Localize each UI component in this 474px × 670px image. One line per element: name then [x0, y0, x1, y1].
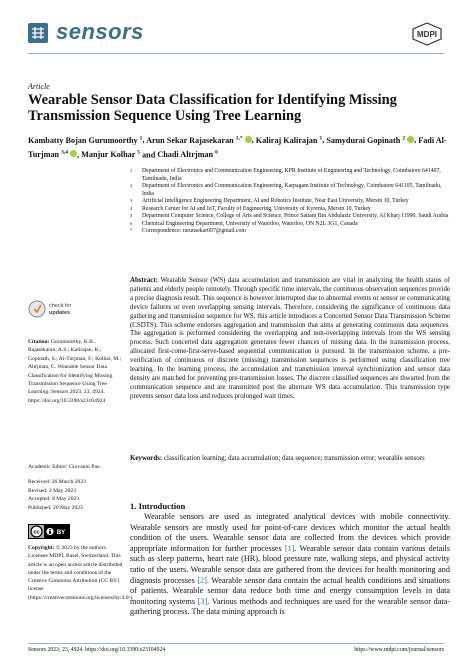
- author-affiliation-marker: 2: [402, 135, 406, 141]
- keywords-label: Keywords:: [130, 455, 163, 462]
- author-affiliation-marker: 1: [139, 135, 143, 141]
- date-revised: Revised: 2 May 2023: [28, 487, 77, 494]
- cc-text: cc: [33, 529, 40, 536]
- affiliation-number: *: [130, 228, 133, 233]
- orcid-icon[interactable]: [407, 136, 414, 143]
- by-text: BY: [56, 530, 66, 536]
- author[interactable]: Kambatty Bojan Gurumoorthy $^1$: [28, 135, 143, 145]
- affiliation-item: [130, 206, 450, 214]
- check-updates-line2: updates: [49, 310, 71, 316]
- affiliation-text: Research Center for AI and IoT, Faculty of Engineering, University of Kyrenia, Mersin 10, Turkey: [142, 205, 371, 212]
- affiliation-text: Department Computer Science, College of Arts and Science, Prince Sattam Bin Abdulaziz University, Al Kharj 11990, Saudi Arabia: [142, 213, 449, 219]
- date-accepted: Accepted: 8 May 2023: [28, 496, 80, 503]
- abstract: [130, 277, 450, 402]
- affiliation-item: [130, 221, 450, 229]
- citation-link[interactable]: [1]: [284, 543, 295, 553]
- mdpi-logo[interactable]: [410, 22, 444, 51]
- affiliation-number: 3: [130, 198, 133, 203]
- citation-label: Citation:: [28, 339, 50, 345]
- affiliation-item: [130, 228, 450, 236]
- author[interactable]: Arun Sekar Rajasekaran $^{1,*}$: [146, 136, 252, 145]
- check-for-updates-button[interactable]: [28, 295, 78, 325]
- affiliation-number: 4: [130, 205, 133, 211]
- copyright-label: Copyright:: [28, 545, 55, 551]
- author-affiliation-marker: 5: [137, 149, 141, 156]
- journal-name[interactable]: sensors: [56, 19, 144, 44]
- publisher-name: MDPI: [417, 30, 437, 39]
- citation-text[interactable]: Gurumoorthy, K.B.; Rajasekaran, A.S.; Kalirajan, K.; Gopinath, S.; Al-Turjman, F.; Kolhar, M.; Altrjman, C. Wearable Sensor Data Classification for Identifying Missing Transmission Sequence Using Tree Learning. Sensors 2023, 23, 4924. https://doi.org/10.3390/s23104924: [28, 339, 122, 404]
- citation: [28, 338, 124, 405]
- date-received: Received: 26 March 2023: [28, 479, 86, 485]
- article-type: Article: [28, 82, 50, 91]
- affiliation-text: Department of Electronics and Communication Engineering, Karpagam Institute of Technology, Coimbatore 641105, Tamilnadu, India: [142, 183, 442, 197]
- author-affiliation-marker: 1,*: [235, 135, 243, 141]
- citation-link[interactable]: [2]: [197, 575, 207, 585]
- citation-link[interactable]: [3]: [197, 596, 208, 606]
- affiliation-item: [130, 213, 450, 221]
- copyright-text: © 2023 by the authors. Licensee MDPI, Basel, Switzerland. This article is an open access article distributed under the terms and conditions of the Creative Commons Attribution (CC BY) license (https://creativecommons.org/licenses/by/4.0/).: [28, 545, 134, 601]
- author[interactable]: Samydurai Gopinath $^2$: [326, 136, 414, 145]
- publication-dates: [28, 478, 124, 512]
- intro-paragraph: [130, 512, 450, 618]
- affiliation-item: [130, 198, 450, 206]
- abstract-text: Wearable Sensor (WS) data accumulation and transmission are vital in analyzing the health status of patients and elderly people remotely. Through specific time intervals, the continuous observation sequences provide a precise diagnosis result. This sequence is however interrupted due to abnormal events or sensor or communicating device failures or even overlapping sensing intervals. Therefore, considering the significance of continuous data gathering and transmission sequence for WS, this article introduces a Concerted Sensor Data Transmission Scheme (CSDTS). This scheme endorses aggregation and transmission that aims at generating continuous data sequences. The aggregation is performed considering the overlapping and non-overlapping intervals from the WS sensing process. Such concerted data aggregation generates fewer chances of missing data. In the transmission process, allocated first-come-first-serve-based sequential communication is pursued. In the transmission scheme, a pre-verification of continuous or discrete (missing) transmission sequences is performed using classification tree learning. In the learning process, the accumulation and transmission interval synchronization and sensor data density are matched for preventing pre-transmission losses. The discrete classified sequences are thwarted from the communication sequence and are transmitted post the alternate WS data accumulation. This transmission type prevents sensor data loss and reduces prolonged wait times.: [130, 277, 451, 400]
- footer-divider: [28, 643, 444, 644]
- affiliation-text: Chemical Engineering Department, University of Waterloo, Waterloo, ON N2L 3G1, Canada: [142, 220, 358, 227]
- author-affiliation-marker: 1: [319, 135, 323, 141]
- author[interactable]: Chadi Altrjman $^6$: [157, 149, 218, 160]
- intro-text: . Wearable sensor data contain various details such as sleep patterns, heart rate (HR), blood pressure rate, walking steps, and physical activity ratio of the users. Wearable sensor data are gathered from the devices for health monitoring and diagnosis processes: [130, 543, 450, 585]
- affiliation-number: 6: [130, 220, 133, 226]
- author[interactable]: Fadi Al-Turjman $^{3,4}$: [28, 135, 447, 160]
- author[interactable]: Kaliraj Kalirajan $^1$: [255, 135, 323, 145]
- orcid-icon[interactable]: [245, 136, 252, 143]
- affiliation-text: Correspondence: rarunsekar007@gmail.com: [142, 228, 246, 234]
- intro-text: Wearable sensors are used as integrated analytical devices with mobile connectivity. Wearable sensors are mostly used for point-of-care devices which monitor the actual health condition of the users. Wearable sensor data are collected from the devices which provide appropriate information for further processes: [130, 512, 450, 553]
- affiliation-item: [130, 183, 450, 198]
- footer-citation[interactable]: Sensors 2023, 23, 4924. https://doi.org/10.3390/s23104924: [28, 647, 166, 653]
- keywords: [130, 455, 450, 464]
- academic-editor: Academic Editor: Giovanni Pau: [28, 464, 100, 470]
- cc-by-license-icon[interactable]: [28, 524, 70, 544]
- affiliation-text: Department of Electronics and Communication Engineering, KPR Institute of Engineering and Technology, Coimbatore 641407, Tamilnadu, India: [142, 168, 441, 182]
- affiliation-number: 1: [130, 168, 133, 173]
- intro-text: . Wearable sensor data contain the actual health conditions and situations of patients. Wearable sensor data reduce both time and energy consumption levels in data monitoring systems: [130, 575, 450, 606]
- header-divider: [28, 53, 444, 54]
- journal-logo-icon: [28, 23, 48, 43]
- author[interactable]: Manjur Kolhar $^5$: [81, 149, 141, 160]
- section-heading: 1. Introduction: [130, 501, 186, 511]
- check-updates-line1: check for: [49, 303, 72, 309]
- affiliation-number: 5: [130, 213, 133, 218]
- affiliations: [130, 168, 450, 236]
- article-title: Wearable Sensor Data Classification for Identifying Missing Transmission Sequence Using Tree Learning: [28, 92, 397, 124]
- abstract-label: Abstract:: [130, 277, 158, 284]
- affiliation-text: Artificial Intelligence Engineering Department, AI and Robotics Institute, Near East University, Mersin 10, Turkey: [142, 198, 409, 204]
- keywords-text: classification learning; data accumulation; data sequence; transmission error; wearable sensors: [163, 455, 425, 462]
- author-affiliation-marker: 3,4: [61, 149, 69, 156]
- copyright-notice: [28, 544, 134, 602]
- author-affiliation-marker: 6: [215, 149, 218, 156]
- date-published: Published: 20 May 2023: [28, 504, 83, 511]
- intro-text: . Various methods and techniques are used for the wearable sensor data-gathering process. The data mining approach is: [130, 596, 450, 617]
- footer-journal-url[interactable]: https://www.mdpi.com/journal/sensors: [354, 647, 444, 653]
- orcid-icon[interactable]: [70, 150, 77, 157]
- affiliation-item: [130, 168, 450, 183]
- affiliation-number: 2: [130, 183, 133, 188]
- author-list: Kambatty Bojan Gurumoorthy $^1$, Arun Sekar Rajasekaran $^{1,*}$ , Kaliraj Kalirajan $^1$, Samydurai Gopinath $^2$ , Fadi Al-Turjman $^{3,4}$ , Manjur Kolhar $^5$ and Chadi Altrjman $^6$: [28, 135, 447, 160]
